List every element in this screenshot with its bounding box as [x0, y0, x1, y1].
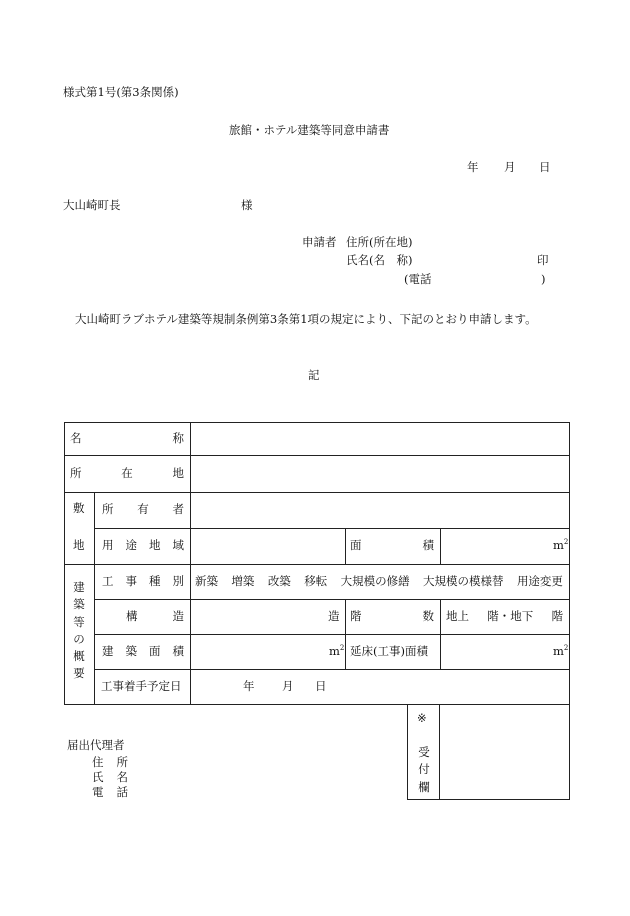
building-area-unit: $m^2$	[329, 644, 345, 658]
applicant-phone-label: (電話	[404, 272, 432, 286]
applicant-name-label: 氏名(名 称)	[346, 253, 413, 267]
row-label-work-type: 工 事 種 別	[102, 574, 184, 588]
agent-label: 届出代理者	[67, 738, 125, 752]
work-option-rebuild[interactable]: 改築	[267, 574, 291, 588]
date-year: 年	[467, 160, 479, 174]
row-label-owner: 所 有 者	[102, 502, 184, 516]
cell-label-floor-area: 延床(工事)面積	[350, 644, 428, 658]
receipt-label: 受 付 欄	[418, 745, 430, 794]
cell-label-area: 面 積	[350, 538, 434, 552]
receipt-box	[407, 704, 570, 800]
applicant-label: 申請者	[302, 235, 337, 249]
row-label-zoning: 用 途 地 域	[102, 538, 184, 552]
body-text: 大山崎町ラブホテル建築等規制条例第3条第1項の規定により、下記のとおり申請します。	[75, 312, 537, 326]
row-label-start-date: 工事着手予定日	[101, 679, 182, 693]
row-label-location: 所 在 地	[70, 466, 184, 480]
work-option-major-remodel[interactable]: 大規模の模様替	[423, 574, 504, 588]
date-month: 月	[504, 160, 516, 174]
structure-suffix: 造	[328, 609, 340, 623]
date-day: 日	[539, 160, 551, 174]
addressee-honorific: 様	[241, 198, 253, 212]
agent-address-label: 住 所	[92, 755, 128, 769]
form-number: 様式第1号(第3条関係)	[63, 85, 179, 99]
application-table	[64, 422, 570, 705]
work-option-use-change[interactable]: 用途変更	[516, 574, 563, 588]
floor-area-unit: $m^2$	[553, 644, 569, 658]
row-label-building-area: 建 築 面 積	[102, 644, 184, 658]
start-date-year: 年	[243, 679, 255, 693]
page-title: 旅館・ホテル建築等同意申請書	[229, 123, 390, 137]
addressee-name: 大山崎町長	[63, 198, 121, 212]
group-label-site: 敷	[73, 501, 85, 515]
work-option-new[interactable]: 新築	[195, 574, 218, 588]
row-label-structure: 構 造	[126, 609, 184, 623]
ki-heading: 記	[308, 368, 320, 382]
area-unit: $m^2$	[553, 538, 569, 552]
work-option-extension[interactable]: 増築	[231, 574, 255, 588]
group-label-building: 建 築 等 の 概 要	[73, 580, 85, 681]
applicant-address-label: 住所(所在地)	[346, 235, 413, 249]
applicant-seal: 印	[537, 253, 549, 267]
applicant-phone-close: )	[541, 272, 546, 286]
agent-phone-label: 電 話	[92, 785, 128, 799]
work-option-major-repair[interactable]: 大規模の修繕	[340, 574, 410, 588]
work-type-options	[195, 576, 563, 588]
work-option-relocation[interactable]: 移転	[304, 574, 328, 588]
group-label-site-2: 地	[73, 538, 85, 552]
receipt-mark: ※	[417, 711, 427, 725]
agent-name-label: 氏 名	[92, 770, 128, 784]
floors-value: 地上 階・地下 階	[446, 609, 563, 623]
start-date-month: 月	[282, 679, 294, 693]
cell-label-floors: 階 数	[350, 609, 434, 623]
row-label-name: 名 称	[70, 431, 184, 445]
start-date-day: 日	[315, 679, 327, 693]
